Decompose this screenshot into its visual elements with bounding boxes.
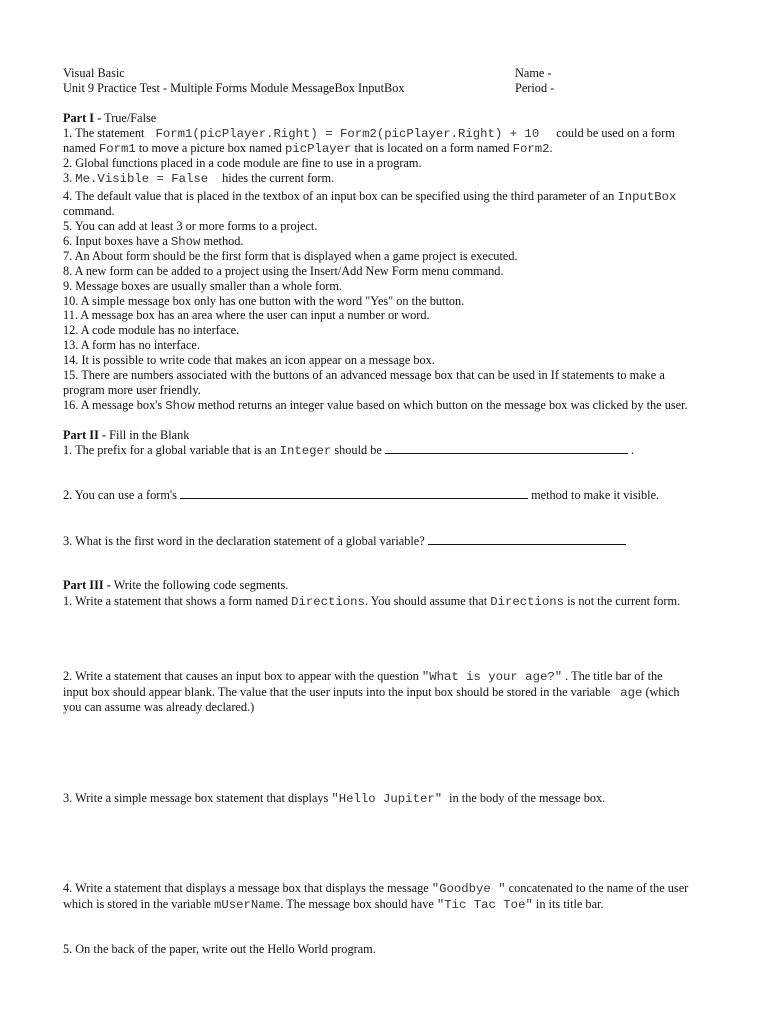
part1-heading-label: Part I - bbox=[63, 111, 102, 125]
p3q1-a: 1. Write a statement that shows a form named bbox=[63, 594, 292, 608]
p3q3-code: "Hello Jupiter" bbox=[331, 792, 443, 806]
p2q1-suffix: should be bbox=[331, 443, 382, 457]
p2q2-suffix: method to make it visible. bbox=[531, 488, 660, 502]
part1-q14: 14. It is possible to write code that makes an icon appear on a message box. bbox=[63, 353, 435, 367]
part1-q13: 13. A form has no interface. bbox=[63, 338, 200, 352]
part3-q1 bbox=[63, 594, 680, 610]
p3q2-l2: input box should appear blank. The value that the user inputs into the input box should be stored in the variable bbox=[63, 685, 611, 699]
q6-code: Show bbox=[170, 235, 201, 249]
p2q1-prefix: 1. The prefix for a global variable that is an bbox=[63, 443, 280, 457]
part1-q9: 9. Message boxes are usually smaller than a whole form. bbox=[63, 279, 342, 293]
p3q2-b: . The title bar of the bbox=[562, 669, 663, 683]
p3q1-c: is not the current form. bbox=[564, 594, 681, 608]
p3q1-code-directions: Directions bbox=[291, 595, 365, 609]
p3q4-l2a: which is stored in the variable bbox=[63, 897, 214, 911]
p3q4-l2c: in its title bar. bbox=[532, 897, 604, 911]
p3q1-b: . You should assume that bbox=[364, 594, 491, 608]
part1-q11: 11. A message box has an area where the user can input a number or word. bbox=[63, 308, 430, 322]
part3-q2 bbox=[63, 669, 663, 685]
test-title: Unit 9 Practice Test - Multiple Forms Module MessageBox InputBox bbox=[63, 81, 405, 95]
part2-heading-label: Part II - bbox=[63, 428, 107, 442]
part1-heading bbox=[63, 111, 156, 126]
q1-l2-text-c: that is located on a form named bbox=[351, 141, 513, 155]
q4-code: InputBox bbox=[617, 190, 677, 204]
answer-blank-2[interactable] bbox=[180, 488, 528, 499]
q1-prefix: 1. The statement bbox=[63, 126, 145, 140]
part2-q3 bbox=[63, 534, 626, 549]
part1-subtitle: True/False bbox=[104, 111, 157, 125]
p3q2-code: "What is your age?" bbox=[421, 670, 563, 684]
part1-q6 bbox=[63, 234, 244, 250]
p3q4-a: 4. Write a statement that displays a message box that displays the message bbox=[63, 881, 432, 895]
p3q4-l2b: . The message box should have bbox=[280, 897, 437, 911]
q1-code-form1: Form1 bbox=[98, 142, 136, 156]
part3-heading bbox=[63, 578, 288, 593]
q1-l2-text-d: . bbox=[549, 141, 553, 155]
p3q2-l2-end: (which bbox=[645, 685, 680, 699]
q3-prefix: 3. bbox=[63, 171, 76, 185]
p3q3-b: in the body of the message box. bbox=[446, 791, 606, 805]
p3q4-code: "Goodbye " bbox=[431, 882, 506, 896]
q1-l2-text-b: to move a picture box named bbox=[135, 141, 285, 155]
part1-q3 bbox=[63, 171, 334, 187]
part1-q5: 5. You can add at least 3 or more forms to a project. bbox=[63, 219, 318, 233]
part1-q12: 12. A code module has no interface. bbox=[63, 323, 240, 337]
part1-q15-cont: program more user friendly. bbox=[63, 383, 201, 397]
part3-q2-line2 bbox=[63, 685, 680, 701]
part1-q1 bbox=[63, 126, 675, 142]
part3-q5: 5. On the back of the paper, write out the Hello World program. bbox=[63, 942, 376, 956]
q6-suffix: method. bbox=[200, 234, 244, 248]
part2-subtitle: Fill in the Blank bbox=[109, 428, 190, 442]
q16-code: Show bbox=[165, 399, 195, 413]
q3-suffix: hides the current form. bbox=[222, 171, 335, 185]
part1-q16 bbox=[63, 398, 688, 414]
part3-subtitle: Write the following code segments. bbox=[113, 578, 289, 592]
period-label: Period - bbox=[515, 81, 555, 95]
p3q4-code-username: mUserName bbox=[213, 898, 281, 912]
part2-q2 bbox=[63, 488, 659, 503]
q1-code: Form1(picPlayer.Right) = Form2(picPlayer.Right) + 10 bbox=[155, 127, 540, 141]
q1-code-form2: Form2 bbox=[512, 142, 550, 156]
p2q3-prefix: 3. What is the first word in the declaration statement of a global variable? bbox=[63, 534, 425, 548]
q6-prefix: 6. Input boxes have a bbox=[63, 234, 171, 248]
p2q2-prefix: 2. You can use a form's bbox=[63, 488, 177, 502]
p3q4-code-title: "Tic Tac Toe" bbox=[436, 898, 533, 912]
q1-code-picplayer: picPlayer bbox=[285, 142, 352, 156]
part2-q1 bbox=[63, 443, 634, 459]
p3q2-a: 2. Write a statement that causes an input box to appear with the question bbox=[63, 669, 422, 683]
part3-q2-line3: you can assume was already declared.) bbox=[63, 700, 255, 714]
part3-q4 bbox=[63, 881, 688, 897]
part1-q7: 7. An About form should be the first form that is displayed when a game project is executed. bbox=[63, 249, 518, 263]
p2q1-code: Integer bbox=[279, 444, 332, 458]
part1-q4 bbox=[63, 189, 676, 205]
answer-blank-3[interactable] bbox=[428, 534, 626, 545]
p3q2-code-age: age bbox=[620, 686, 643, 700]
part1-q4-cont: command. bbox=[63, 204, 115, 218]
part1-q8: 8. A new form can be added to a project using the Insert/Add New Form menu command. bbox=[63, 264, 504, 278]
part1-q15: 15. There are numbers associated with the buttons of an advanced message box that can be used in If statements to make a bbox=[63, 368, 665, 382]
p3q1-code-directions-2: Directions bbox=[490, 595, 565, 609]
q16-suffix: method returns an integer value based on which button on the message box was clicked by the user. bbox=[194, 398, 688, 412]
p3q3-a: 3. Write a simple message box statement that displays bbox=[63, 791, 332, 805]
part2-heading bbox=[63, 428, 189, 443]
part3-q4-line2 bbox=[63, 897, 604, 913]
p2q1-end: . bbox=[630, 443, 635, 457]
q1-l2-text-a: named bbox=[63, 141, 99, 155]
part1-q1-line2 bbox=[63, 141, 553, 157]
q3-code: Me.Visible = False bbox=[75, 172, 209, 186]
part1-q10: 10. A simple message box only has one button with the word "Yes" on the button. bbox=[63, 294, 465, 308]
part3-heading-label: Part III - bbox=[63, 578, 111, 592]
course-name: Visual Basic bbox=[63, 66, 125, 80]
part3-q3 bbox=[63, 791, 605, 807]
part1-q2: 2. Global functions placed in a code module are fine to use in a program. bbox=[63, 156, 422, 170]
name-label: Name - bbox=[515, 66, 552, 80]
answer-blank-1[interactable] bbox=[385, 443, 628, 454]
q4-text: 4. The default value that is placed in the textbox of an input box can be specified using the third parameter of an bbox=[63, 189, 618, 203]
p3q4-b: concatenated to the name of the user bbox=[505, 881, 689, 895]
q16-prefix: 16. A message box's bbox=[63, 398, 166, 412]
q1-mid: could be used on a form bbox=[556, 126, 675, 140]
